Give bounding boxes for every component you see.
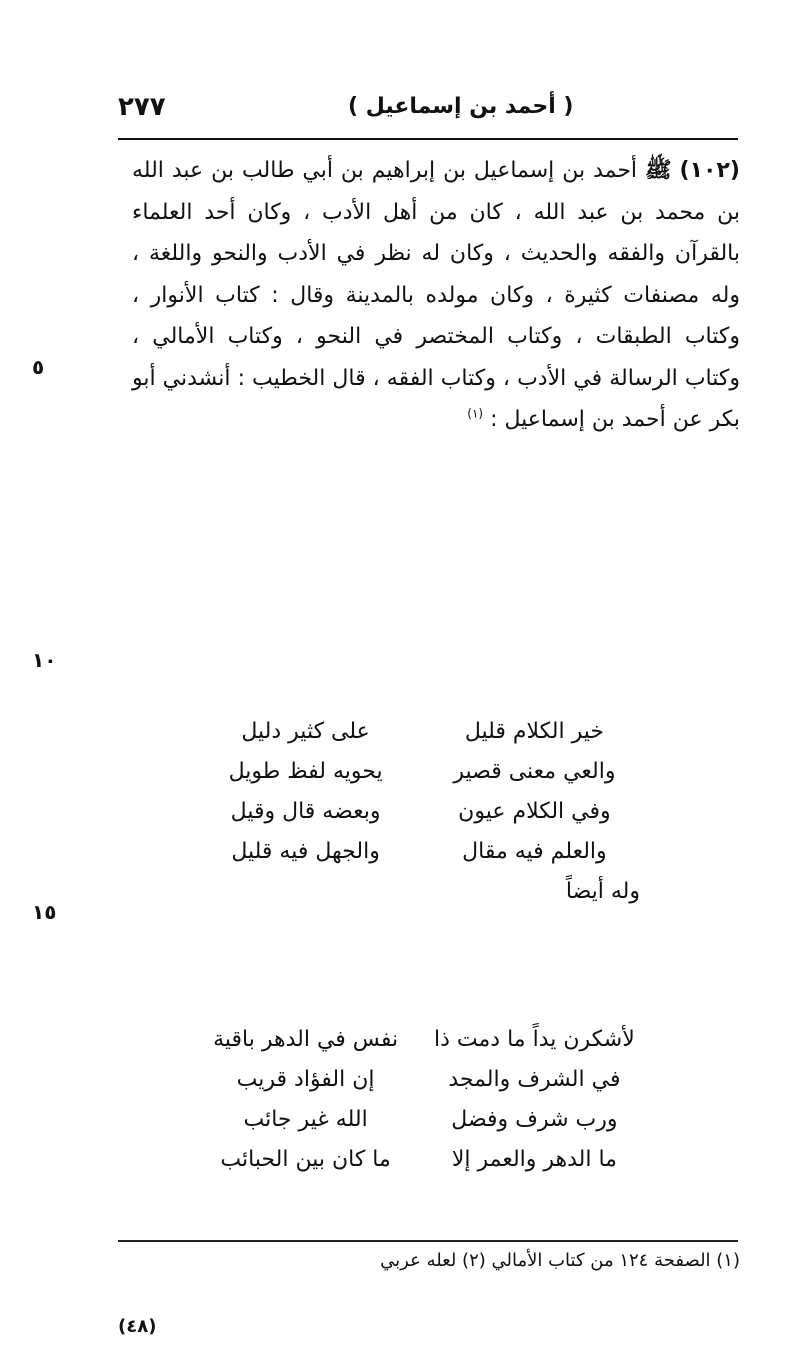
footnote-rule: [118, 1240, 738, 1242]
entry-number: (١٠٢): [679, 158, 740, 183]
entry-heading: أحمد بن إسماعيل بن إبراهيم بن أبي طالب: [241, 158, 638, 183]
verse-line: [200, 752, 640, 792]
line-number-15: ١٥: [32, 900, 57, 924]
running-title: ( أحمد بن إسماعيل ): [348, 94, 574, 119]
verse-transition: وله أيضاً: [565, 879, 640, 904]
verse-line: [200, 1100, 640, 1140]
page-header: [118, 92, 738, 132]
honorific-mark: ﷺ: [645, 158, 672, 183]
verse-hemistich: لأشكرن يداً ما دمت ذا: [434, 1027, 635, 1052]
verse-line: [200, 792, 640, 832]
verse-hemistich: والجهل فيه قليل: [231, 839, 380, 864]
verse-hemistich: ما الدهر والعمر إلا: [451, 1147, 617, 1172]
verse-hemistich: ما كان بين الحبائب: [220, 1147, 391, 1172]
footnote: (١) الصفحة ١٢٤ من كتاب الأمالي (٢) لعله عربي: [380, 1250, 740, 1271]
verse-hemistich: نفس في الدهر باقية: [213, 1027, 399, 1052]
verse-line: [200, 1020, 640, 1060]
line-number-5: ٥: [32, 355, 45, 379]
entry-text: بن عبد الله بن محمد بن عبد الله ، كان من أهل الأدب ، وكان أحد العلماء بالقرآن والفقه والحديث ، وكان له نظر في الأدب والنحو واللغة ، وله مصنفات كثيرة ، وكان مولده بالمدينة وقال : كتاب الأنوار ، وكتاب الطبقات ، وكتاب المختصر في النحو ، وكتاب الأمالي ، وكتاب الرسالة في الأدب ، وكتاب الفقه ، قال الخطيب : أنشدني أبو بكر عن أحمد بن إسماعيل :: [132, 158, 740, 432]
footnote-reference: (١): [467, 406, 484, 421]
header-rule: [118, 138, 738, 140]
verse-hemistich: وفي الكلام عيون: [458, 799, 611, 824]
verse-group-1: [200, 712, 640, 912]
verse-hemistich: ورب شرف وفضل: [451, 1107, 618, 1132]
verse-hemistich: يحويه لفظ طويل: [228, 759, 383, 784]
verse-hemistich: خير الكلام قليل: [464, 719, 604, 744]
verse-hemistich: على كثير دليل: [241, 719, 370, 744]
verse-line: [200, 1140, 640, 1180]
verse-hemistich: الله غير جائب: [243, 1107, 368, 1132]
verse-line: [200, 1060, 640, 1100]
verse-hemistich: والعلم فيه مقال: [462, 839, 607, 864]
verse-hemistich: وبعضه قال وقيل: [230, 799, 381, 824]
page-number: ٢٧٧: [118, 92, 166, 122]
entry-body: [132, 150, 740, 441]
verse-group-2: [200, 1020, 640, 1180]
folio-code: (٤٨): [118, 1316, 157, 1337]
verse-hemistich: في الشرف والمجد: [448, 1067, 621, 1092]
verse-hemistich: إن الفؤاد قريب: [236, 1067, 375, 1092]
verse-hemistich: والعي معنى قصير: [453, 759, 616, 784]
line-number-10: ١٠: [32, 648, 57, 672]
verse-line: [200, 712, 640, 752]
verse-line: [200, 832, 640, 872]
